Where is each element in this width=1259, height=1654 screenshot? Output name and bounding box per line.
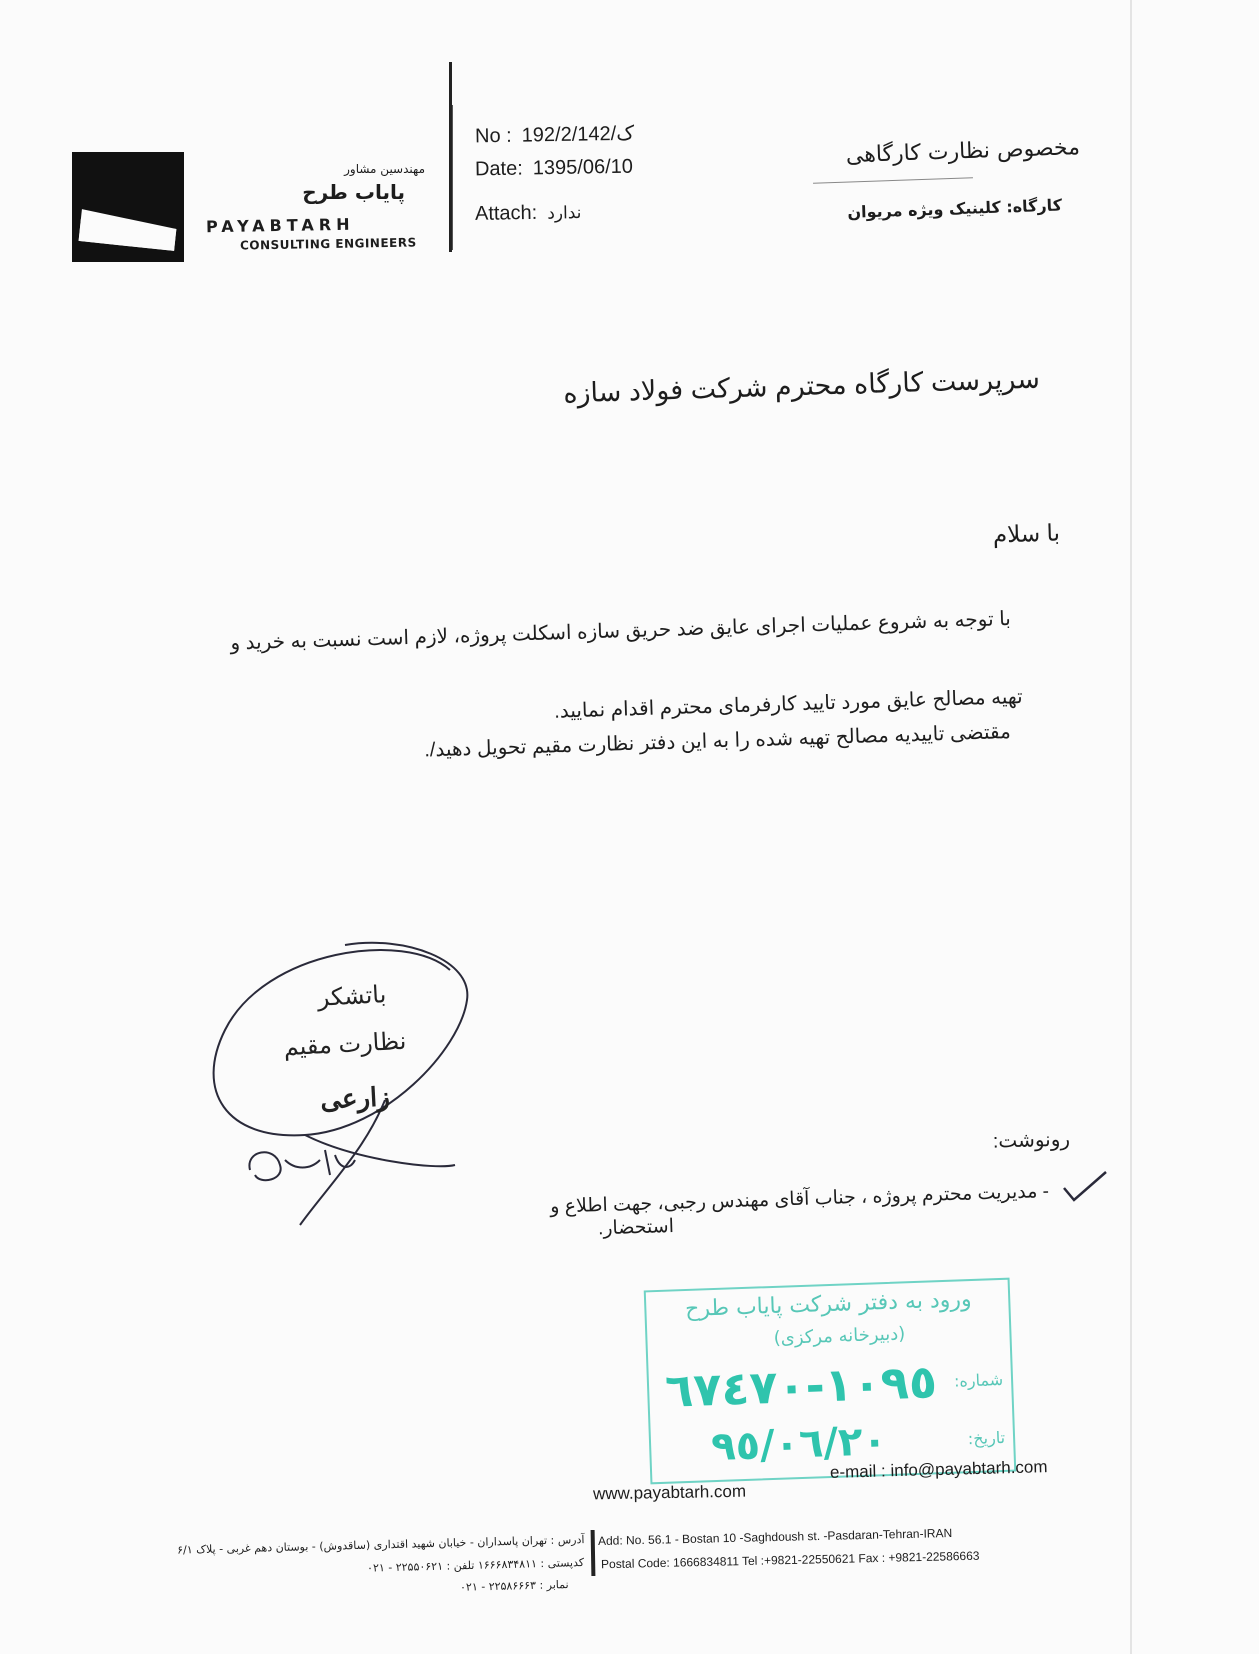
special-underline — [813, 177, 973, 184]
signature-role: نظارت مقیم — [283, 1027, 407, 1062]
company-logo — [72, 152, 184, 262]
firm-subtitle: مهندسین مشاور — [344, 162, 425, 176]
stamp-number-value: ١٠٩٥-٦٧٤٧٠ — [664, 1354, 938, 1418]
body-line: مقتضی تاییدیه مصالح تهیه شده را به این دفتر نظارت مقیم تحویل دهید/. — [424, 721, 1012, 762]
stamp-number-label: شماره: — [953, 1369, 1004, 1391]
stamp-date-value: ٩٥/٠٦/٢٠ — [710, 1418, 888, 1471]
footer-divider — [591, 1530, 596, 1576]
footer-email: e-mail : info@payabtarh.com — [829, 1457, 1048, 1482]
letter-date — [475, 156, 633, 182]
footer-fax-fa: نمابر : ۲۲۵۸۶۶۶۳ - ۰۲۱ — [460, 1578, 570, 1594]
greeting: با سلام — [992, 519, 1061, 548]
footer-address-en: Add: No. 56.1 - Bostan 10 -Saghdoush st. -Pasdaran-Tehran-IRAN — [597, 1525, 953, 1549]
letter-attachment — [475, 201, 582, 226]
footer-website: www.payabtarh.com — [592, 1481, 747, 1504]
stamp-date-label: تاریخ: — [967, 1427, 1006, 1449]
cc-line: استحضار. — [597, 1216, 675, 1240]
stamp-subtitle: (دبیرخانه مرکزی) — [773, 1323, 906, 1349]
letter-date-label: Date: — [474, 157, 524, 181]
body-line: تهیه مصالح عایق مورد تایید کارفرمای محترم اقدام نمایید. — [554, 686, 1024, 723]
firm-name-fa: پایاب طرح — [302, 180, 405, 204]
footer-postal-fa: کدپستی : ۱۶۶۶۸۳۴۸۱۱ تلفن : ۲۲۵۵۰۶۲۱ - ۰۲۱ — [366, 1556, 585, 1575]
firm-tagline: CONSULTING ENGINEERS — [239, 235, 417, 253]
special-label: مخصوص نظارت کارگاهی — [845, 135, 1081, 169]
signature-name: زارعی — [319, 1081, 391, 1115]
footer-address-fa: آدرس : تهران پاسداران - خیابان شهید اقتداری (ساقدوش) - بوستان دهم غربی - پلاک ۶/۱ — [176, 1533, 585, 1557]
firm-name-en: PAYABTARH — [205, 214, 355, 237]
recipient: سرپرست کارگاه محترم شرکت فولاد سازه — [562, 363, 1041, 409]
cc-title: رونوشت: — [992, 1128, 1071, 1153]
letter-date-value: 1395/06/10 — [532, 155, 634, 180]
body-line: با توجه به شروع عملیات اجرای عایق ضد حریق سازه اسکلت پروژه، لازم است نسبت به خرید و — [230, 608, 1012, 655]
attachment-label: Attach: — [474, 201, 538, 225]
letter-number-value: 192/2/ک/142 — [521, 122, 635, 147]
attachment-value: ندارد — [547, 203, 582, 223]
letter-number — [475, 121, 635, 149]
receipt-stamp — [644, 1278, 1017, 1485]
logo-mark — [79, 209, 178, 251]
workshop-label: کارگاه: کلینیک ویژه مریوان — [847, 195, 1063, 222]
footer-postal-en: Postal Code: 1666834811 Tel :+9821-22550621 Fax : +9821-22586663 — [600, 1548, 980, 1572]
scan-edge — [1130, 0, 1132, 1654]
cc-line: - مدیریت محترم پروژه ، جناب آقای مهندس رجبی، جهت اطلاع و — [549, 1181, 1050, 1218]
stamp-title: ورود به دفتر شرکت پایاب طرح — [684, 1287, 972, 1323]
check-icon — [1062, 1170, 1108, 1206]
handwritten-signature — [240, 1140, 360, 1190]
letter-number-label: No : — [474, 124, 512, 148]
header-divider-thin — [452, 105, 453, 250]
signature-thanks: باتشکر — [317, 981, 387, 1012]
